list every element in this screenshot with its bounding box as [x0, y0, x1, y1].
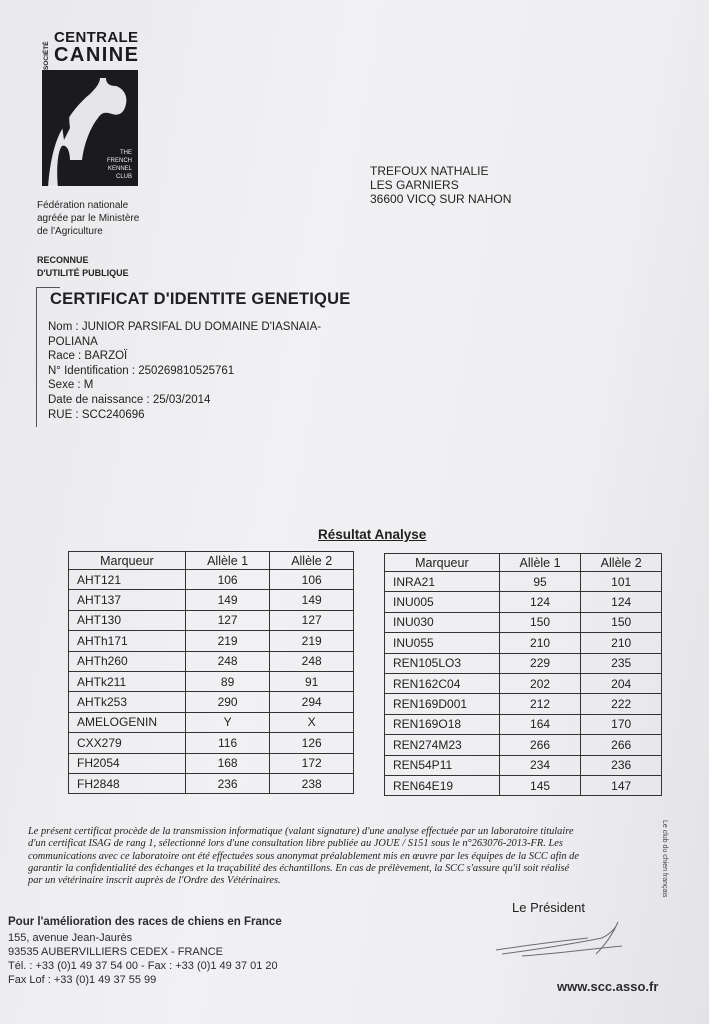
marker-cell: AHTh171	[69, 631, 186, 651]
table-row	[69, 631, 354, 651]
president-label: Le Président	[512, 900, 585, 915]
dog-rue: RUE : SCC240696	[48, 408, 145, 421]
allele1-cell: 89	[185, 671, 270, 691]
dog-info	[48, 320, 321, 422]
header-allele2: Allèle 2	[270, 552, 354, 570]
marker-cell: INRA21	[385, 572, 500, 592]
table-row	[69, 590, 354, 610]
allele1-cell: 124	[499, 592, 581, 612]
allele1-cell: 168	[185, 753, 270, 773]
results-table-left	[68, 551, 354, 794]
table-row	[69, 773, 354, 793]
allele2-cell: 127	[270, 610, 354, 630]
footer-address2: 93535 AUBERVILLIERS CEDEX - FRANCE	[8, 946, 223, 958]
allele2-cell: 126	[270, 733, 354, 753]
table-row	[385, 714, 662, 734]
legal-line2: d'un certificat ISAG de rang 1, sélectionné lors d'une consultation libre publiée au JOUE / S151 sous le n°263076-2013-FR. Les	[28, 838, 563, 850]
table-header-row	[385, 554, 662, 572]
allele2-cell: 266	[581, 735, 662, 755]
signature-icon	[492, 912, 632, 964]
allele1-cell: 149	[185, 590, 270, 610]
allele1-cell: 106	[185, 570, 270, 590]
marker-cell: CXX279	[69, 733, 186, 753]
table-row	[69, 712, 354, 732]
certificate-title: CERTIFICAT D'IDENTITE GENETIQUE	[50, 290, 351, 308]
recognition-line1: RECONNUE	[37, 255, 89, 265]
marker-cell: AHT130	[69, 610, 186, 630]
allele1-cell: 127	[185, 610, 270, 630]
allele1-cell: 290	[185, 692, 270, 712]
legal-line4: garantir la confidentialité des échanges et la traçabilité des échantillons. En cas de prélèvement, la SCC s'assure qu'il soit réalisé	[28, 862, 570, 874]
allele2-cell: 91	[270, 671, 354, 691]
header-allele1: Allèle 1	[185, 552, 270, 570]
footer-phone: Tél. : +33 (0)1 49 37 54 00 - Fax : +33 (0)1 49 37 01 20	[8, 960, 278, 972]
allele2-cell: 235	[581, 653, 662, 673]
legal-line3: communications avec ce laboratoire ont été effectuées sous anonymat préalablement mis en œuvre par les équipes de la SCC afin de	[28, 850, 579, 862]
allele1-cell: 266	[499, 735, 581, 755]
recognition-line2: D'UTILITÉ PUBLIQUE	[37, 268, 129, 278]
allele1-cell: 202	[499, 673, 581, 693]
table-row	[69, 692, 354, 712]
marker-cell: REN54P11	[385, 755, 500, 775]
marker-cell: AHT121	[69, 570, 186, 590]
marker-cell: FH2054	[69, 753, 186, 773]
allele2-cell: 106	[270, 570, 354, 590]
results-title: Résultat Analyse	[318, 527, 427, 542]
recipient-address	[370, 164, 511, 206]
header-allele1: Allèle 1	[499, 554, 581, 572]
header-marker: Marqueur	[385, 554, 500, 572]
allele1-cell: 229	[499, 653, 581, 673]
allele2-cell: 219	[270, 631, 354, 651]
marker-cell: AHTh260	[69, 651, 186, 671]
allele1-cell: 164	[499, 714, 581, 734]
allele1-cell: 145	[499, 775, 581, 795]
logo-sub1: THE	[120, 150, 132, 156]
logo-vertical-text: SOCIÉTÉ	[43, 41, 50, 70]
marker-cell: REN64E19	[385, 775, 500, 795]
allele2-cell: 222	[581, 694, 662, 714]
table-row	[385, 653, 662, 673]
allele2-cell: 124	[581, 592, 662, 612]
allele2-cell: 147	[581, 775, 662, 795]
allele2-cell: X	[270, 712, 354, 732]
table-row	[385, 694, 662, 714]
certificate-frame-left	[36, 287, 37, 427]
table-row	[385, 572, 662, 592]
table-row	[385, 735, 662, 755]
federation-line1: Fédération nationale	[37, 200, 129, 211]
allele2-cell: 248	[270, 651, 354, 671]
allele1-cell: Y	[185, 712, 270, 732]
table-row	[69, 651, 354, 671]
dog-identification: N° Identification : 250269810525761	[48, 364, 235, 377]
marker-cell: AMELOGENIN	[69, 712, 186, 732]
table-row	[69, 570, 354, 590]
legal-line1: Le présent certificat procède de la transmission informatique (valant signature) d'une analyse effectuée par un laboratoire titulaire	[28, 826, 574, 837]
dog-birth-date: Date de naissance : 25/03/2014	[48, 393, 211, 406]
logo-sub2: FRENCH	[107, 158, 132, 164]
allele1-cell: 248	[185, 651, 270, 671]
federation-line2: agréée par le Ministère	[37, 213, 140, 224]
table-row	[385, 612, 662, 632]
table-row	[69, 610, 354, 630]
allele1-cell: 219	[185, 631, 270, 651]
allele2-cell: 170	[581, 714, 662, 734]
table-row	[69, 753, 354, 773]
marker-cell: REN169O18	[385, 714, 500, 734]
table-row	[385, 592, 662, 612]
marker-cell: REN162C04	[385, 673, 500, 693]
legal-notice	[28, 826, 668, 887]
federation-line3: de l'Agriculture	[37, 226, 103, 237]
table-row	[385, 633, 662, 653]
marker-cell: REN105LO3	[385, 653, 500, 673]
allele1-cell: 150	[499, 612, 581, 632]
table-row	[69, 671, 354, 691]
website-link[interactable]: www.scc.asso.fr	[557, 979, 659, 994]
marker-cell: AHT137	[69, 590, 186, 610]
table-row	[385, 755, 662, 775]
results-table-right	[384, 553, 662, 796]
table-header-row	[69, 552, 354, 570]
allele2-cell: 101	[581, 572, 662, 592]
marker-cell: FH2848	[69, 773, 186, 793]
allele2-cell: 204	[581, 673, 662, 693]
recognition-text	[37, 254, 129, 280]
allele2-cell: 236	[581, 755, 662, 775]
marker-cell: AHTk211	[69, 671, 186, 691]
dog-race: Race : BARZOÏ	[48, 350, 128, 363]
header-marker: Marqueur	[69, 552, 186, 570]
allele1-cell: 210	[499, 633, 581, 653]
dog-name-line2: POLIANA	[48, 335, 98, 348]
table-row	[385, 673, 662, 693]
recipient-city: 36600 VICQ SUR NAHON	[370, 192, 512, 206]
logo-line2: CANINE	[54, 44, 138, 66]
dog-sex: Sexe : M	[48, 379, 94, 392]
legal-line5: par un vétérinaire inscrit auprès de l'Ordre des Vétérinaires.	[28, 875, 281, 887]
allele1-cell: 234	[499, 755, 581, 775]
side-text: Le club du chien français	[661, 820, 668, 898]
allele2-cell: 150	[581, 612, 662, 632]
logo-line1: CENTRALE	[54, 29, 138, 46]
allele2-cell: 238	[270, 773, 354, 793]
scc-logo	[40, 28, 140, 188]
table-row	[69, 733, 354, 753]
logo-sub3: KENNEL	[107, 166, 132, 172]
footer-address1: 155, avenue Jean-Jaurès	[8, 932, 133, 944]
footer-title: Pour l'amélioration des races de chiens en France	[8, 916, 282, 928]
allele1-cell: 212	[499, 694, 581, 714]
allele2-cell: 149	[270, 590, 354, 610]
header-allele2: Allèle 2	[581, 554, 662, 572]
marker-cell: REN169D001	[385, 694, 500, 714]
marker-cell: AHTk253	[69, 692, 186, 712]
marker-cell: INU005	[385, 592, 500, 612]
allele1-cell: 116	[185, 733, 270, 753]
allele1-cell: 95	[499, 572, 581, 592]
marker-cell: INU030	[385, 612, 500, 632]
allele2-cell: 210	[581, 633, 662, 653]
allele2-cell: 294	[270, 692, 354, 712]
footer-fax: Fax Lof : +33 (0)1 49 37 55 99	[8, 974, 157, 986]
marker-cell: INU055	[385, 633, 500, 653]
table-row	[385, 775, 662, 795]
allele2-cell: 172	[270, 753, 354, 773]
recipient-street: LES GARNIERS	[370, 178, 459, 192]
logo-sub4: CLUB	[115, 174, 132, 180]
federation-text	[37, 199, 139, 238]
allele1-cell: 236	[185, 773, 270, 793]
marker-cell: REN274M23	[385, 735, 500, 755]
certificate-frame-top	[36, 287, 60, 288]
recipient-name: TREFOUX NATHALIE	[370, 164, 489, 178]
footer-contact	[8, 931, 278, 987]
dog-name-line1: Nom : JUNIOR PARSIFAL DU DOMAINE D'IASNAIA-	[48, 321, 322, 333]
